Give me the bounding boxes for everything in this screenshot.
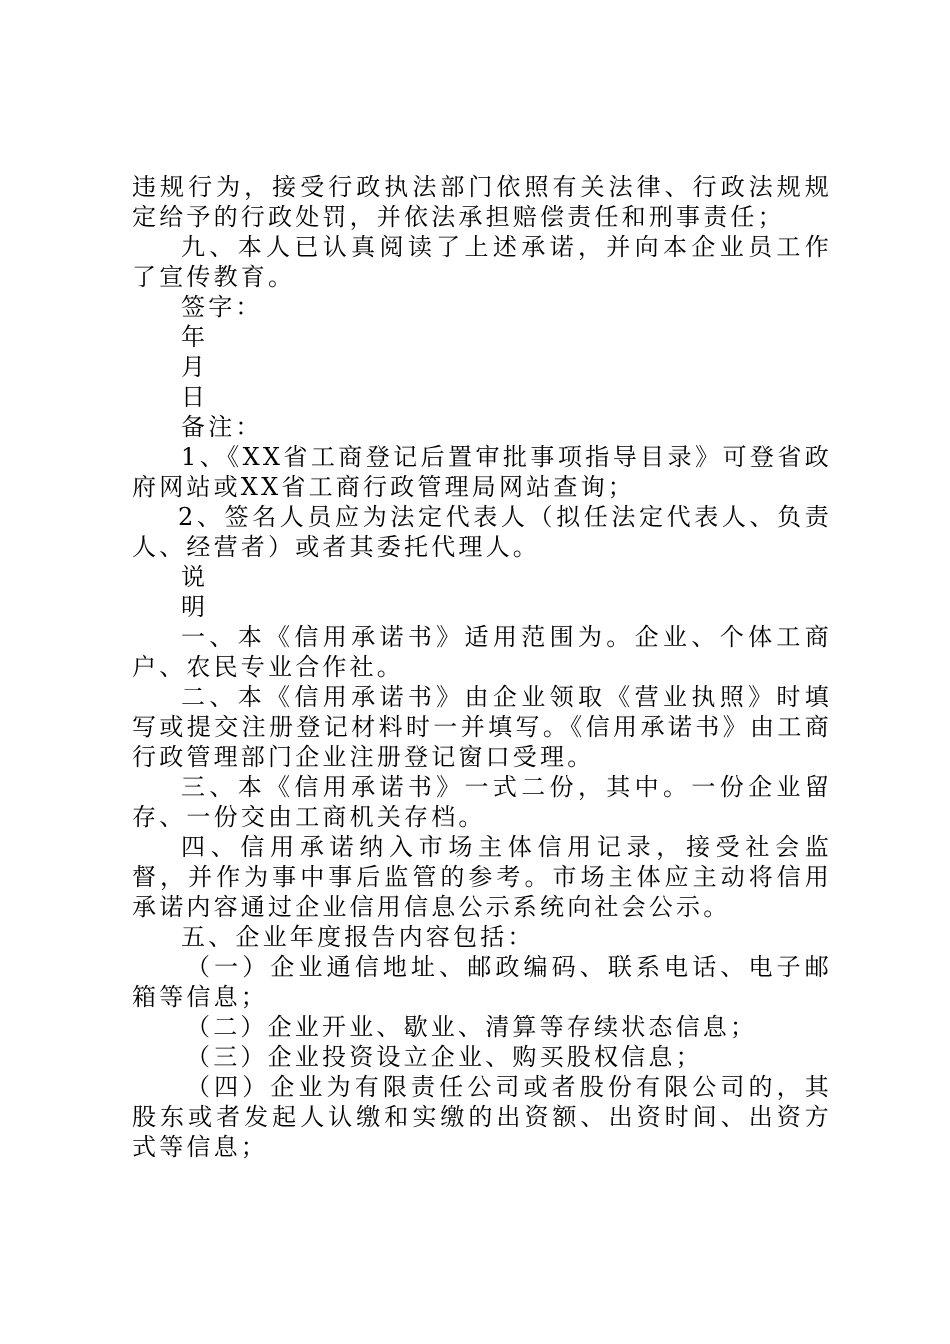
report-subitem-1: （一）企业通信地址、邮政编码、联系电话、电子邮箱等信息； <box>132 953 832 1011</box>
remarks-heading: 备注： <box>181 413 263 441</box>
date-month-label: 月 <box>181 353 209 381</box>
remark-item-2: 2、签名人员应为法定代表人（拟任法定代表人、负责人、经营者）或者其委托代理人。 <box>132 503 832 561</box>
document-body <box>132 172 832 1162</box>
signature-label: 签字： <box>181 293 263 321</box>
explanation-heading-char-1: 说 <box>181 563 209 591</box>
report-subitem-3: （三）企业投资设立企业、购买股权信息； <box>186 1043 703 1071</box>
explanation-item-2: 二、本《信用承诺书》由企业领取《营业执照》时填写或提交注册登记材料时一并填写。《信用承诺书》由工商行政管理部门企业注册登记窗口受理。 <box>132 683 832 771</box>
remark-item-1: 1、《XX省工商登记后置审批事项指导目录》可登省政府网站或XX省工商行政管理局网站查询； <box>132 443 832 501</box>
explanation-item-3: 三、本《信用承诺书》一式二份，其中。一份企业留存、一份交由工商机关存档。 <box>132 773 832 831</box>
explanation-heading-char-2: 明 <box>181 593 209 621</box>
paragraph-violation-liability: 违规行为，接受行政执法部门依照有关法律、行政法规规定给予的行政处罚，并依法承担赔偿责任和刑事责任； <box>132 173 832 231</box>
report-subitem-4: （四）企业为有限责任公司或者股份有限公司的，其股东或者发起人认缴和实缴的出资额、出资时间、出资方式等信息； <box>132 1073 832 1161</box>
date-day-label: 日 <box>181 383 209 411</box>
explanation-item-5: 五、企业年度报告内容包括： <box>181 923 535 951</box>
date-year-label: 年 <box>181 323 209 351</box>
paragraph-item-nine: 九、本人已认真阅读了上述承诺，并向本企业员工作了宣传教育。 <box>132 233 832 291</box>
explanation-item-4: 四、信用承诺纳入市场主体信用记录，接受社会监督，并作为事中事后监管的参考。市场主体应主动将信用承诺内容通过企业信用信息公示系统向社会公示。 <box>132 833 832 921</box>
explanation-item-1: 一、本《信用承诺书》适用范围为。企业、个体工商户、农民专业合作社。 <box>132 623 832 681</box>
report-subitem-2: （二）企业开业、歇业、清算等存续状态信息； <box>186 1013 758 1041</box>
